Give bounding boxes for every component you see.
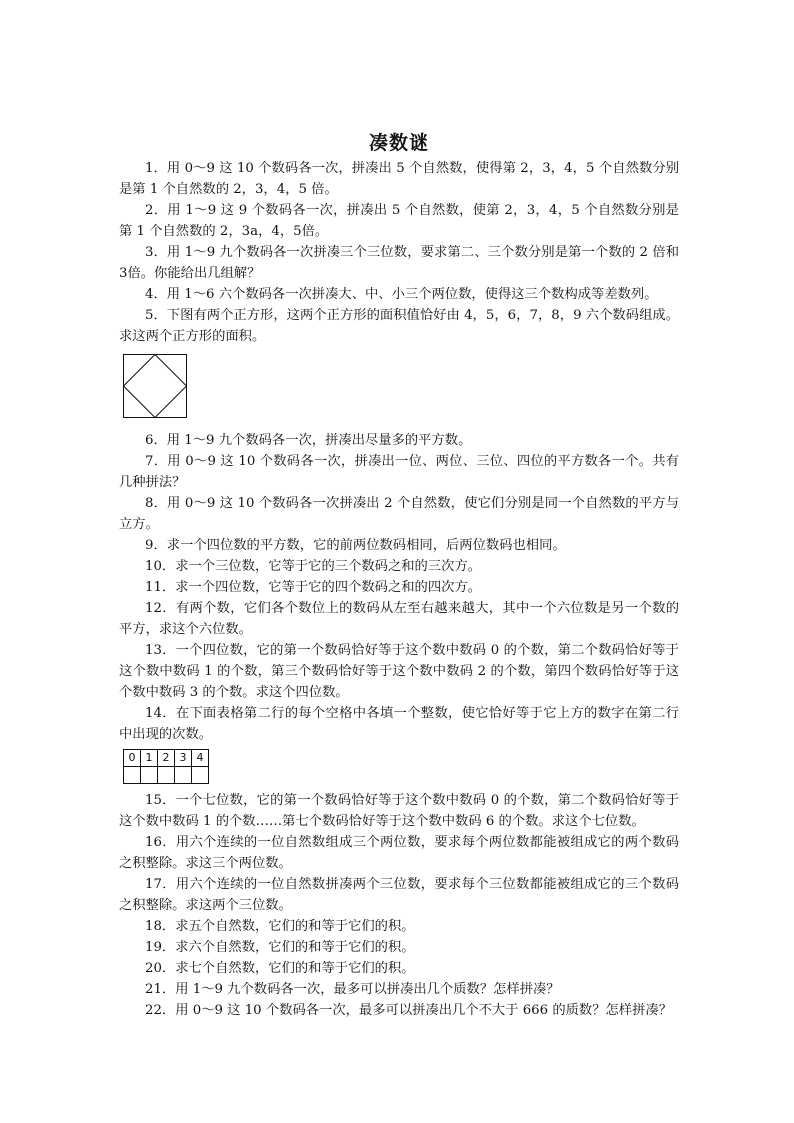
problem-1: 1．用 0～9 这 10 个数码各一次，拼凑出 5 个自然数，使得第 2，3，4，5 个自然数分别是第 1 个自然数的 2，3，4，5 倍。 xyxy=(119,161,679,197)
table-cell: 3 xyxy=(175,750,192,767)
nested-squares-figure xyxy=(123,354,187,418)
table-cell: 4 xyxy=(192,750,209,767)
problem-18: 18．求五个自然数，它们的和等于它们的积。 xyxy=(145,919,415,934)
table-answer-row xyxy=(124,767,209,784)
problem-3: 3．用 1～9 九个数码各一次拼凑三个三位数，要求第二、三个数分别是第一个数的 2 倍和 3倍。你能给出几组解？ xyxy=(119,245,679,281)
problem-4: 4．用 1～6 六个数码各一次拼凑大、中、小三个两位数，使得这三个数构成等差数列。 xyxy=(145,287,658,302)
outer-square xyxy=(124,355,187,418)
problem-15: 15．一个七位数，它的第一个数码恰好等于这个数中数码 0 的个数，第二个数码恰好等于这个数中数码 1 的个数……第七个数码恰好等于这个数中数码 6 的个数。求这个七位数。 xyxy=(119,793,679,829)
table-cell: 2 xyxy=(158,750,175,767)
inner-square xyxy=(124,355,187,418)
problem-22: 22．用 0～9 这 10 个数码各一次，最多可以拼凑出几个不大于 666 的质数？怎样拼凑？ xyxy=(145,1003,672,1018)
problem-9: 9．求一个四位数的平方数，它的前两位数码相同，后两位数码也相同。 xyxy=(145,538,566,553)
problem-21: 21．用 1～9 九个数码各一次，最多可以拼凑出几个质数？怎样拼凑？ xyxy=(145,982,560,997)
problem-list xyxy=(119,158,679,1021)
problem-11: 11．求一个四位数，它等于它的四个数码之和的四次方。 xyxy=(145,580,482,595)
problem-6: 6．用 1～9 九个数码各一次，拼凑出尽量多的平方数。 xyxy=(145,433,472,448)
table-blank-cell xyxy=(192,767,209,784)
problem-12: 12．有两个数，它们各个数位上的数码从左至右越来越大，其中一个六位数是另一个数的平方，求这个六位数。 xyxy=(119,601,679,637)
table-cell: 0 xyxy=(124,750,141,767)
problem-7: 7．用 0～9 这 10 个数码各一次，拼凑出一位、两位、三位、四位的平方数各一个。共有几种拼法？ xyxy=(119,454,679,490)
table-cell: 1 xyxy=(141,750,158,767)
problem-13: 13．一个四位数，它的第一个数码恰好等于这个数中数码 0 的个数，第二个数码恰好等于这个数中数码 1 的个数，第三个数码恰好等于这个数中数码 2 的个数，第四个数码恰好等于这个数中数码 3 的个数。求这个四位数。 xyxy=(119,643,679,700)
problem-17: 17．用六个连续的一位自然数拼凑两个三位数，要求每个三位数都能被组成它的三个数码之积整除。求这两个三位数。 xyxy=(119,877,679,913)
problem-8: 8．用 0～9 这 10 个数码各一次拼凑出 2 个自然数，使它们分别是同一个自然数的平方与立方。 xyxy=(119,496,679,532)
digit-count-table xyxy=(123,749,209,784)
problem-19: 19．求六个自然数，它们的和等于它们的积。 xyxy=(145,940,415,955)
table-blank-cell xyxy=(124,767,141,784)
problem-20: 20．求七个自然数，它们的和等于它们的积。 xyxy=(145,961,415,976)
page-title: 凑数谜 xyxy=(368,132,429,154)
problem-5: 5．下图有两个正方形，这两个正方形的面积值恰好由 4，5，6，7，8，9 六个数码组成。求这两个正方形的面积。 xyxy=(119,308,679,344)
table-blank-cell xyxy=(158,767,175,784)
table-blank-cell xyxy=(141,767,158,784)
problem-14: 14．在下面表格第二行的每个空格中各填一个整数，使它恰好等于它上方的数字在第二行中出现的次数。 xyxy=(119,706,679,742)
problem-2: 2．用 1～9 这 9 个数码各一次，拼凑出 5 个自然数，使第 2，3，4，5 个自然数分别是第 1 个自然数的 2，3a，4，5倍。 xyxy=(119,203,679,239)
table-blank-cell xyxy=(175,767,192,784)
problem-16: 16．用六个连续的一位自然数组成三个两位数，要求每个两位数都能被组成它的两个数码之积整除。求这三个两位数。 xyxy=(119,835,679,871)
problem-10: 10．求一个三位数，它等于它的三个数码之和的三次方。 xyxy=(145,559,482,574)
table-header-row xyxy=(124,750,209,767)
